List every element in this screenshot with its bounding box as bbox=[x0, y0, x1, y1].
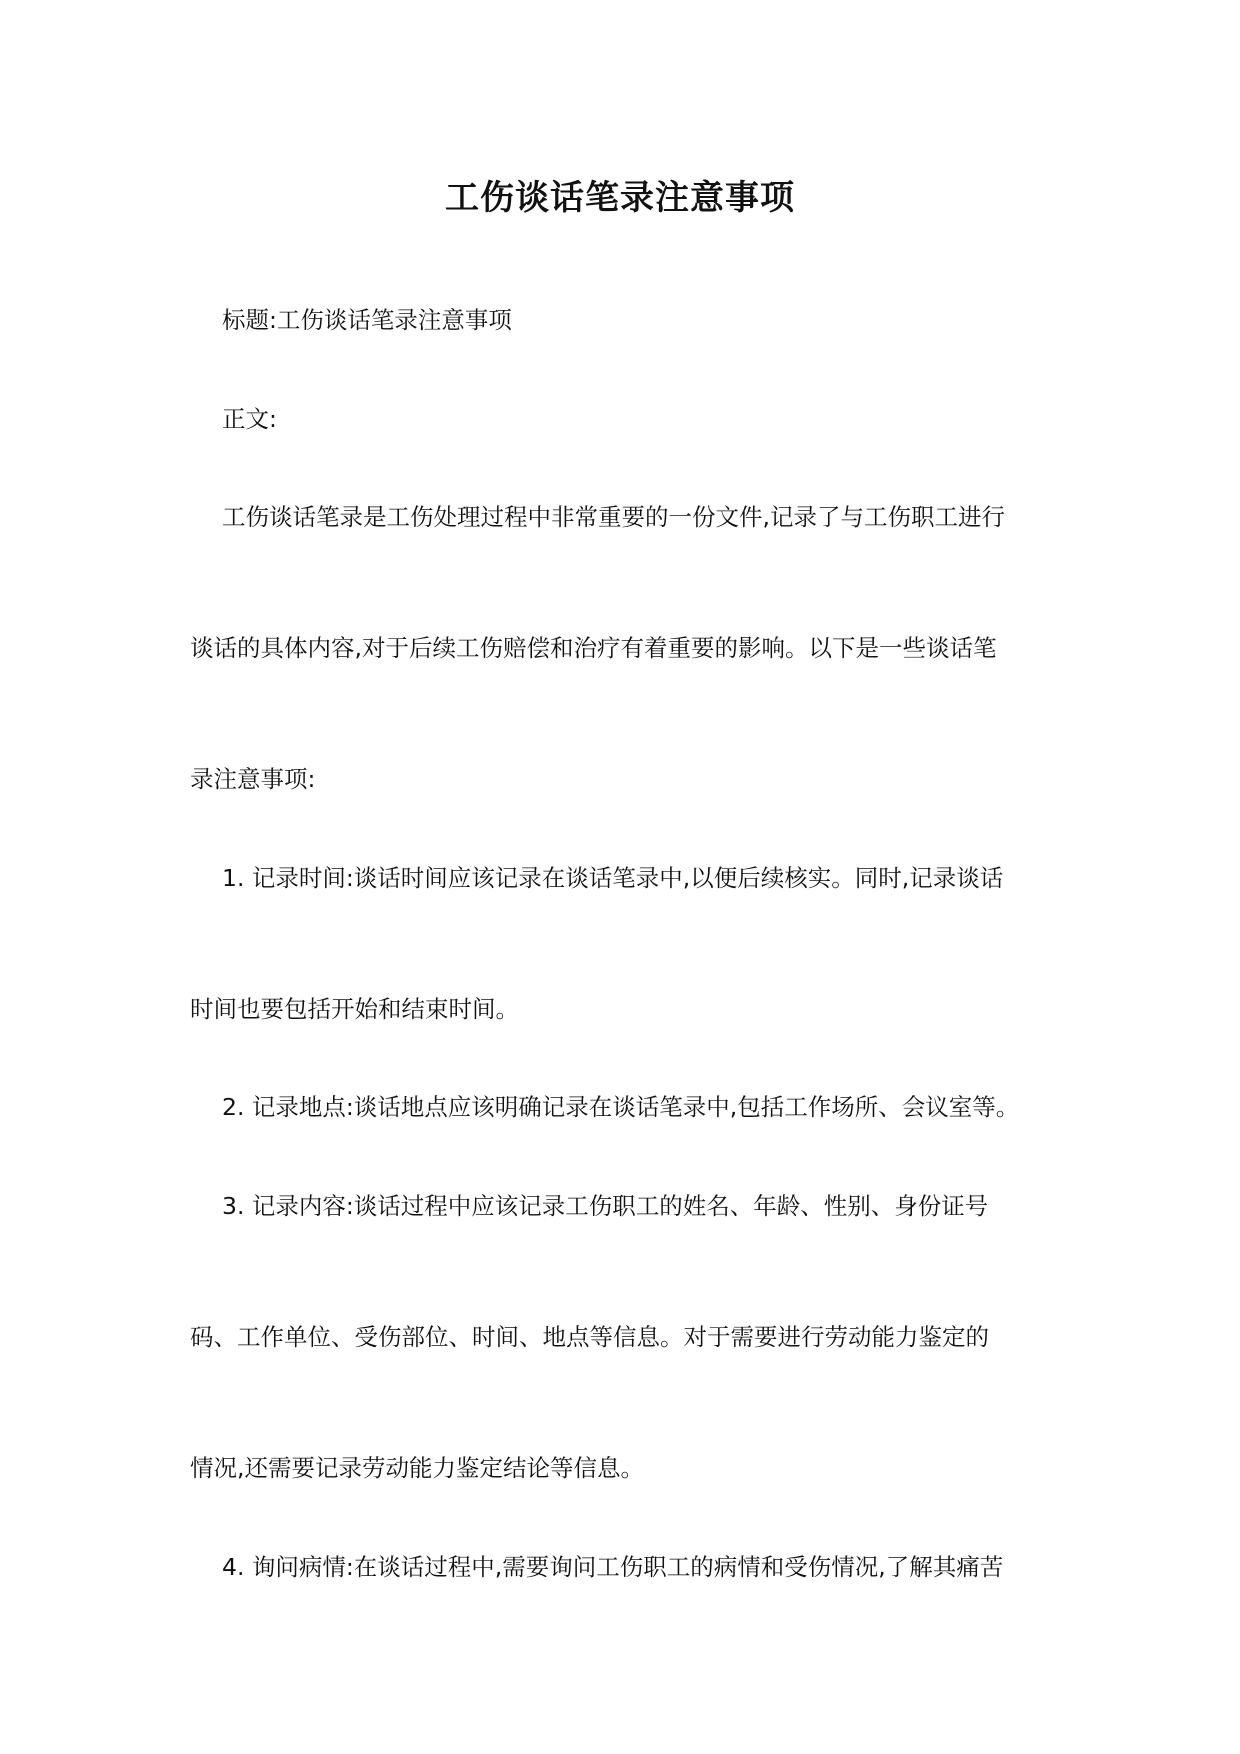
paragraph-line: 情况,还需要记录劳动能力鉴定结论等信息。 bbox=[190, 1454, 644, 1482]
paragraph-line: 4. 询问病情:在谈话过程中,需要询问工伤职工的病情和受伤情况,了解其痛苦 bbox=[222, 1553, 1004, 1581]
paragraph-line: 录注意事项: bbox=[190, 765, 316, 793]
paragraph-line: 谈话的具体内容,对于后续工伤赔偿和治疗有着重要的影响。以下是一些谈话笔 bbox=[190, 634, 997, 662]
paragraph-line: 1. 记录时间:谈话时间应该记录在谈话笔录中,以便后续核实。同时,记录谈话 bbox=[222, 864, 1004, 892]
paragraph-line: 码、工作单位、受伤部位、时间、地点等信息。对于需要进行劳动能力鉴定的 bbox=[190, 1323, 989, 1351]
paragraph-line: 时间也要包括开始和结束时间。 bbox=[190, 995, 519, 1023]
paragraph-line: 2. 记录地点:谈话地点应该明确记录在谈话笔录中,包括工作场所、会议室等。 bbox=[222, 1093, 1020, 1121]
paragraph-line: 标题:工伤谈话笔录注意事项 bbox=[222, 306, 512, 334]
document-title: 工伤谈话笔录注意事项 bbox=[445, 178, 795, 218]
paragraph-line: 正文: bbox=[222, 405, 277, 433]
paragraph-line: 工伤谈话笔录是工伤处理过程中非常重要的一份文件,记录了与工伤职工进行 bbox=[222, 503, 1005, 531]
paragraph-line: 3. 记录内容:谈话过程中应该记录工伤职工的姓名、年龄、性别、身份证号 bbox=[222, 1192, 989, 1220]
